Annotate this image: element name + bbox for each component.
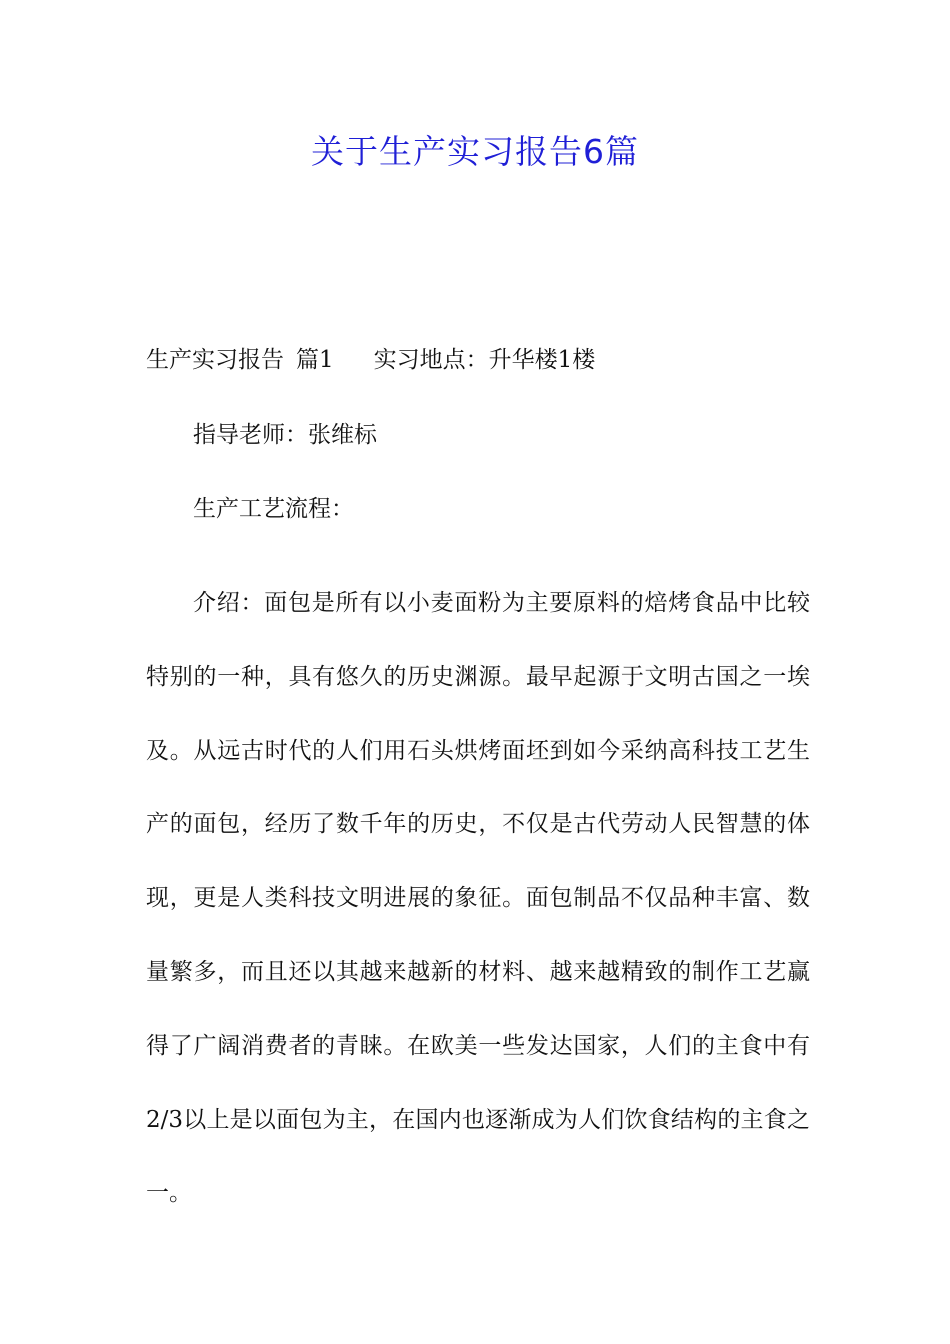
section-label: 篇1 [296, 347, 334, 373]
intro-paragraph: 介绍：面包是所有以小麦面粉为主要原料的焙烤食品中比较特别的一种，具有悠久的历史渊源。最早起源于文明古国之一埃及。从远古时代的人们用石头烘烤面坯到如今采纳高科技工艺生产的面包，经历了数千年的历史，不仅是古代劳动人民智慧的体现，更是人类科技文明进展的象征。面包制品不仅品种丰富、数量繁多，而且还以其越来越新的材料、越来越精致的制作工艺赢得了广阔消费者的青睐。在欧美一些发达国家，人们的主食中有2/3以上是以面包为主，在国内也逐渐成为人们饮食结构的主食之一。 [146, 590, 810, 1207]
report-label: 生产实习报告 [146, 347, 284, 373]
location-text: 实习地点：升华楼1楼 [373, 347, 596, 373]
report-heading-line [146, 345, 595, 375]
advisor-line: 指导老师：张维标 [193, 422, 377, 448]
process-heading: 生产工艺流程： [193, 496, 354, 522]
document-title: 关于生产实习报告6篇 [311, 132, 639, 171]
